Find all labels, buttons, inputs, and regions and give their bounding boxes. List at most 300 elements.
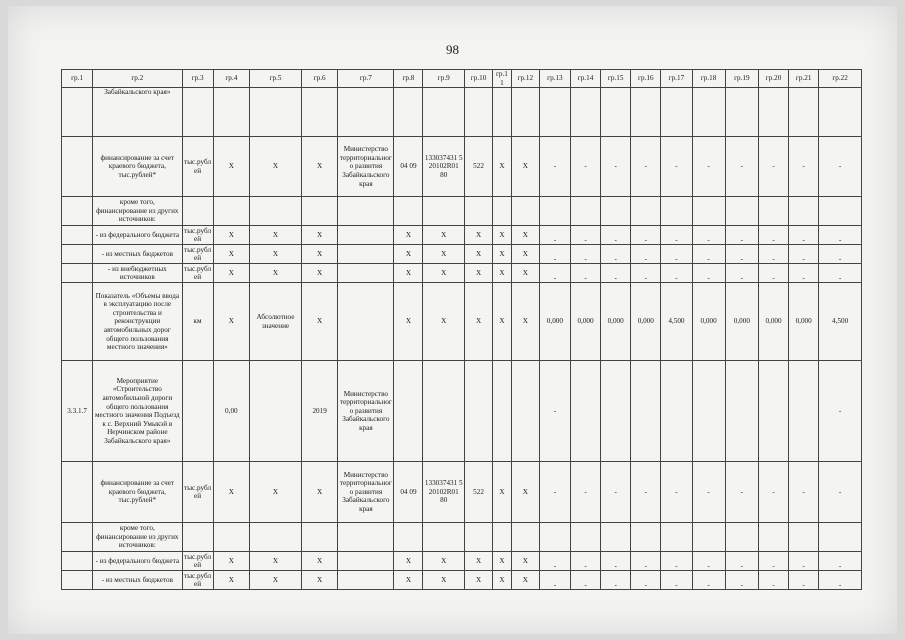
table-cell-gr15	[601, 197, 631, 226]
col-header: гр.12	[511, 70, 539, 88]
table-cell-gr10: Х	[465, 552, 493, 571]
table-cell-gr13	[539, 523, 570, 552]
table-row	[62, 88, 862, 137]
table-cell-gr1	[62, 137, 93, 197]
table-cell-gr15	[601, 88, 631, 137]
table-cell-gr5: Х	[250, 571, 302, 590]
table-cell-gr3: тыс.рублей	[182, 571, 213, 590]
table-cell-gr18: -	[692, 462, 725, 523]
table-cell-gr21: 0,000	[789, 283, 819, 361]
table-cell-gr3: тыс.рублей	[182, 137, 213, 197]
col-header: гр.4	[213, 70, 249, 88]
table-cell-gr9	[423, 88, 465, 137]
table-cell-gr20	[758, 197, 788, 226]
table-row	[62, 245, 862, 264]
table-row	[62, 264, 862, 283]
table-cell-gr22: -	[819, 226, 862, 245]
table-cell-gr7: Министерство территориального развития Забайкальского края	[338, 361, 394, 462]
table-cell-gr18: -	[692, 137, 725, 197]
table-cell-gr6: Х	[301, 264, 337, 283]
table-cell-gr5	[250, 88, 302, 137]
col-header: гр.18	[692, 70, 725, 88]
table-cell-gr15	[601, 523, 631, 552]
table-cell-gr10	[465, 197, 493, 226]
col-header: гр.14	[570, 70, 600, 88]
table-cell-gr20: -	[758, 245, 788, 264]
table-cell-gr22	[819, 88, 862, 137]
col-header: гр.7	[338, 70, 394, 88]
table-cell-gr6: Х	[301, 571, 337, 590]
table-cell-gr3	[182, 197, 213, 226]
table-cell-gr2: - из федерального бюджета	[93, 226, 182, 245]
table-cell-gr7	[338, 523, 394, 552]
table-cell-gr12: Х	[511, 552, 539, 571]
table-cell-gr5	[250, 197, 302, 226]
table-cell-gr17	[661, 197, 692, 226]
budget-table	[61, 69, 862, 590]
table-cell-gr17: -	[661, 264, 692, 283]
table-cell-gr13: -	[539, 245, 570, 264]
table-cell-gr6: Х	[301, 245, 337, 264]
table-cell-gr19: -	[725, 462, 758, 523]
table-cell-gr20: -	[758, 226, 788, 245]
table-cell-gr1	[62, 283, 93, 361]
table-cell-gr12	[511, 197, 539, 226]
table-cell-gr3: тыс.рублей	[182, 552, 213, 571]
table-cell-gr6: Х	[301, 552, 337, 571]
table-cell-gr15	[601, 361, 631, 462]
col-header: гр.1	[62, 70, 93, 88]
table-cell-gr19	[725, 523, 758, 552]
table-cell-gr11	[493, 197, 512, 226]
table-cell-gr14: 0,000	[570, 283, 600, 361]
col-header: гр.13	[539, 70, 570, 88]
table-cell-gr21: -	[789, 462, 819, 523]
table-cell-gr1	[62, 552, 93, 571]
table-cell-gr4: Х	[213, 552, 249, 571]
table-cell-gr18	[692, 88, 725, 137]
table-cell-gr17: -	[661, 552, 692, 571]
table-cell-gr14	[570, 523, 600, 552]
table-cell-gr8	[394, 361, 423, 462]
table-cell-gr1	[62, 226, 93, 245]
table-cell-gr20: -	[758, 264, 788, 283]
table-cell-gr10: Х	[465, 245, 493, 264]
table-cell-gr8: Х	[394, 571, 423, 590]
table-cell-gr20: 0,000	[758, 283, 788, 361]
table-cell-gr16	[631, 361, 661, 462]
table-cell-gr14	[570, 361, 600, 462]
table-cell-gr7	[338, 245, 394, 264]
table-cell-gr15: -	[601, 462, 631, 523]
table-cell-gr10: Х	[465, 571, 493, 590]
col-header: гр.17	[661, 70, 692, 88]
table-cell-gr12	[511, 361, 539, 462]
table-cell-gr1	[62, 245, 93, 264]
table-cell-gr7	[338, 226, 394, 245]
table-cell-gr13	[539, 197, 570, 226]
table-cell-gr22: -	[819, 552, 862, 571]
table-cell-gr14: -	[570, 571, 600, 590]
table-cell-gr5: Х	[250, 462, 302, 523]
table-cell-gr11	[493, 88, 512, 137]
table-cell-gr19	[725, 361, 758, 462]
table-cell-gr2: Мероприятие «Строительство автомобильной дороги общего пользования местного значения Подъезд к с. Верхний Умыкэй в Нерчинском районе Забайкальского края»	[93, 361, 182, 462]
table-cell-gr4	[213, 88, 249, 137]
table-cell-gr5: Х	[250, 245, 302, 264]
table-cell-gr9: Х	[423, 226, 465, 245]
table-cell-gr7	[338, 571, 394, 590]
table-cell-gr18: 0,000	[692, 283, 725, 361]
table-cell-gr15: -	[601, 571, 631, 590]
table-cell-gr19: -	[725, 137, 758, 197]
table-cell-gr10: Х	[465, 283, 493, 361]
table-cell-gr17: -	[661, 462, 692, 523]
table-cell-gr15: -	[601, 552, 631, 571]
table-cell-gr10: Х	[465, 226, 493, 245]
table-cell-gr10: 522	[465, 137, 493, 197]
table-cell-gr14: -	[570, 137, 600, 197]
table-cell-gr12: Х	[511, 264, 539, 283]
table-cell-gr17	[661, 361, 692, 462]
table-cell-gr18: -	[692, 552, 725, 571]
table-cell-gr17	[661, 88, 692, 137]
table-cell-gr17: -	[661, 571, 692, 590]
table-cell-gr11: Х	[493, 552, 512, 571]
table-cell-gr8	[394, 197, 423, 226]
table-cell-gr3	[182, 88, 213, 137]
table-cell-gr9	[423, 523, 465, 552]
table-cell-gr13: -	[539, 361, 570, 462]
table-cell-gr9	[423, 197, 465, 226]
table-cell-gr20: -	[758, 552, 788, 571]
table-cell-gr19: -	[725, 571, 758, 590]
table-cell-gr21: -	[789, 245, 819, 264]
table-cell-gr21: -	[789, 552, 819, 571]
table-cell-gr17	[661, 523, 692, 552]
table-cell-gr18	[692, 197, 725, 226]
table-cell-gr2: финансирование за счет краевого бюджета, тыс.рублей*	[93, 462, 182, 523]
table-cell-gr3	[182, 361, 213, 462]
table-cell-gr5	[250, 523, 302, 552]
table-cell-gr9: Х	[423, 283, 465, 361]
table-cell-gr21	[789, 361, 819, 462]
table-row	[62, 197, 862, 226]
table-cell-gr8: Х	[394, 226, 423, 245]
table-cell-gr8: 04 09	[394, 137, 423, 197]
table-cell-gr5	[250, 361, 302, 462]
table-cell-gr16: -	[631, 137, 661, 197]
table-cell-gr10	[465, 523, 493, 552]
table-cell-gr7	[338, 552, 394, 571]
table-cell-gr19	[725, 197, 758, 226]
table-cell-gr12: Х	[511, 137, 539, 197]
table-cell-gr21	[789, 523, 819, 552]
table-cell-gr17: -	[661, 226, 692, 245]
table-cell-gr22: -	[819, 137, 862, 197]
table-cell-gr21: -	[789, 137, 819, 197]
table-cell-gr21: -	[789, 571, 819, 590]
table-cell-gr17: 4,500	[661, 283, 692, 361]
table-cell-gr2: - из местных бюджетов	[93, 571, 182, 590]
table-cell-gr22: -	[819, 361, 862, 462]
table-cell-gr4: 0,00	[213, 361, 249, 462]
table-cell-gr1	[62, 462, 93, 523]
table-cell-gr21	[789, 88, 819, 137]
table-cell-gr19: -	[725, 226, 758, 245]
table-cell-gr11: Х	[493, 226, 512, 245]
table-cell-gr17: -	[661, 137, 692, 197]
table-cell-gr13: -	[539, 264, 570, 283]
table-cell-gr3: тыс.рублей	[182, 226, 213, 245]
table-cell-gr8	[394, 88, 423, 137]
table-cell-gr8: 04 09	[394, 462, 423, 523]
table-cell-gr11: Х	[493, 571, 512, 590]
table-cell-gr18: -	[692, 245, 725, 264]
table-cell-gr19: -	[725, 245, 758, 264]
table-cell-gr4: Х	[213, 571, 249, 590]
table-cell-gr18: -	[692, 226, 725, 245]
table-cell-gr12: Х	[511, 226, 539, 245]
table-cell-gr4	[213, 197, 249, 226]
table-cell-gr21	[789, 197, 819, 226]
table-cell-gr9: 133037431 5 20102R01 80	[423, 137, 465, 197]
col-header: гр.8	[394, 70, 423, 88]
table-cell-gr10: 522	[465, 462, 493, 523]
table-cell-gr16: -	[631, 245, 661, 264]
table-cell-gr18: -	[692, 571, 725, 590]
table-cell-gr16: -	[631, 226, 661, 245]
table-cell-gr4: Х	[213, 462, 249, 523]
table-cell-gr12	[511, 88, 539, 137]
table-cell-gr4	[213, 523, 249, 552]
table-cell-gr14: -	[570, 226, 600, 245]
table-cell-gr11: Х	[493, 283, 512, 361]
col-header: гр.1 1	[493, 70, 512, 88]
col-header: гр.6	[301, 70, 337, 88]
table-cell-gr3	[182, 523, 213, 552]
table-cell-gr2: кроме того, финансирование из других источников:	[93, 523, 182, 552]
table-cell-gr12: Х	[511, 283, 539, 361]
table-cell-gr15: 0,000	[601, 283, 631, 361]
table-cell-gr16	[631, 88, 661, 137]
table-cell-gr20: -	[758, 462, 788, 523]
table-cell-gr7	[338, 264, 394, 283]
table-cell-gr8	[394, 523, 423, 552]
table-cell-gr10	[465, 88, 493, 137]
table-cell-gr18	[692, 523, 725, 552]
table-cell-gr6: Х	[301, 137, 337, 197]
col-header: гр.20	[758, 70, 788, 88]
table-row	[62, 361, 862, 462]
table-cell-gr6: Х	[301, 462, 337, 523]
table-cell-gr15: -	[601, 264, 631, 283]
col-header: гр.16	[631, 70, 661, 88]
table-cell-gr7: Министерство территориального развития Забайкальского края	[338, 462, 394, 523]
table-cell-gr2: - из внебюджетных источников	[93, 264, 182, 283]
table-cell-gr13: -	[539, 571, 570, 590]
table-cell-gr16: -	[631, 462, 661, 523]
col-header: гр.3	[182, 70, 213, 88]
table-cell-gr22: -	[819, 571, 862, 590]
table-cell-gr13: -	[539, 462, 570, 523]
table-cell-gr5: Абсолютное значение	[250, 283, 302, 361]
table-cell-gr20	[758, 361, 788, 462]
table-cell-gr9: Х	[423, 552, 465, 571]
table-cell-gr9	[423, 361, 465, 462]
table-cell-gr12: Х	[511, 462, 539, 523]
table-cell-gr4: Х	[213, 137, 249, 197]
table-cell-gr21: -	[789, 264, 819, 283]
table-cell-gr8: Х	[394, 283, 423, 361]
table-row	[62, 137, 862, 197]
table-cell-gr9: Х	[423, 571, 465, 590]
col-header: гр.15	[601, 70, 631, 88]
table-cell-gr11: Х	[493, 264, 512, 283]
table-cell-gr4: Х	[213, 245, 249, 264]
table-cell-gr16	[631, 197, 661, 226]
col-header: гр.9	[423, 70, 465, 88]
table-cell-gr14: -	[570, 264, 600, 283]
table-cell-gr14: -	[570, 245, 600, 264]
table-cell-gr19	[725, 88, 758, 137]
table-cell-gr20	[758, 88, 788, 137]
table-cell-gr14	[570, 197, 600, 226]
table-cell-gr3: тыс.рублей	[182, 462, 213, 523]
table-cell-gr14: -	[570, 462, 600, 523]
table-cell-gr7	[338, 283, 394, 361]
table-cell-gr15: -	[601, 226, 631, 245]
table-cell-gr22: -	[819, 245, 862, 264]
table-row	[62, 571, 862, 590]
table-cell-gr6	[301, 88, 337, 137]
table-cell-gr10	[465, 361, 493, 462]
table-cell-gr16: -	[631, 571, 661, 590]
table-cell-gr11	[493, 523, 512, 552]
table-cell-gr6: Х	[301, 226, 337, 245]
table-cell-gr16: -	[631, 552, 661, 571]
table-cell-gr15: -	[601, 137, 631, 197]
table-cell-gr13: -	[539, 552, 570, 571]
table-cell-gr7: Министерство территориального развития Забайкальского края	[338, 137, 394, 197]
table-cell-gr6	[301, 197, 337, 226]
table-cell-gr18	[692, 361, 725, 462]
table-cell-gr22	[819, 523, 862, 552]
table-cell-gr6	[301, 523, 337, 552]
table-cell-gr14	[570, 88, 600, 137]
table-cell-gr11: Х	[493, 245, 512, 264]
page-number: 98	[446, 42, 459, 57]
table-cell-gr11	[493, 361, 512, 462]
table-cell-gr8: Х	[394, 552, 423, 571]
table-cell-gr6: Х	[301, 283, 337, 361]
table-cell-gr7	[338, 88, 394, 137]
table-cell-gr3: км	[182, 283, 213, 361]
table-cell-gr2: кроме того, финансирование из других источников:	[93, 197, 182, 226]
table-cell-gr14: -	[570, 552, 600, 571]
table-cell-gr5: Х	[250, 226, 302, 245]
table-cell-gr5: Х	[250, 137, 302, 197]
table-cell-gr22: -	[819, 264, 862, 283]
table-cell-gr21: -	[789, 226, 819, 245]
table-row	[62, 552, 862, 571]
col-header: гр.21	[789, 70, 819, 88]
table-row	[62, 283, 862, 361]
table-cell-gr18: -	[692, 264, 725, 283]
table-cell-gr4: Х	[213, 226, 249, 245]
table-cell-gr1	[62, 523, 93, 552]
table-cell-gr2: Забайкальского края»	[93, 88, 182, 137]
table-cell-gr6: 2019	[301, 361, 337, 462]
table-cell-gr1	[62, 571, 93, 590]
table-cell-gr3: тыс.рублей	[182, 245, 213, 264]
table-cell-gr12: Х	[511, 571, 539, 590]
table-cell-gr1	[62, 264, 93, 283]
table-cell-gr11: Х	[493, 462, 512, 523]
col-header: гр.22	[819, 70, 862, 88]
table-cell-gr2: - из местных бюджетов	[93, 245, 182, 264]
table-cell-gr2: финансирование за счет краевого бюджета, тыс.рублей*	[93, 137, 182, 197]
table-cell-gr10: Х	[465, 264, 493, 283]
table-cell-gr13: -	[539, 137, 570, 197]
table-cell-gr1: 3.3.1.7	[62, 361, 93, 462]
table-cell-gr2: Показатель «Объемы ввода в эксплуатацию после строительства и реконструкции автомобильных дорог общего пользования местного значения»	[93, 283, 182, 361]
table-cell-gr22: 4,500	[819, 283, 862, 361]
table-cell-gr15: -	[601, 245, 631, 264]
table-cell-gr16	[631, 523, 661, 552]
table-cell-gr5: Х	[250, 264, 302, 283]
table-cell-gr19: 0,000	[725, 283, 758, 361]
table-cell-gr12: Х	[511, 245, 539, 264]
table-row	[62, 462, 862, 523]
col-header: гр.5	[250, 70, 302, 88]
table-cell-gr13: -	[539, 226, 570, 245]
table-cell-gr7	[338, 197, 394, 226]
table-cell-gr1	[62, 88, 93, 137]
table-cell-gr9: Х	[423, 264, 465, 283]
col-header: гр.2	[93, 70, 182, 88]
table-cell-gr13	[539, 88, 570, 137]
table-cell-gr19: -	[725, 552, 758, 571]
header-row	[62, 70, 862, 88]
table-cell-gr20: -	[758, 137, 788, 197]
col-header: гр.19	[725, 70, 758, 88]
table-cell-gr8: Х	[394, 245, 423, 264]
table-cell-gr13: 0,000	[539, 283, 570, 361]
table-cell-gr20: -	[758, 571, 788, 590]
table-cell-gr22	[819, 197, 862, 226]
table-cell-gr1	[62, 197, 93, 226]
table-cell-gr4: Х	[213, 264, 249, 283]
table-cell-gr3: тыс.рублей	[182, 264, 213, 283]
table-cell-gr22: -	[819, 462, 862, 523]
table-cell-gr8: Х	[394, 264, 423, 283]
table-cell-gr9: Х	[423, 245, 465, 264]
table-row	[62, 226, 862, 245]
table-cell-gr9: 133037431 5 20102R01 80	[423, 462, 465, 523]
table-cell-gr20	[758, 523, 788, 552]
table-cell-gr17: -	[661, 245, 692, 264]
table-row	[62, 523, 862, 552]
table-cell-gr12	[511, 523, 539, 552]
table-cell-gr5: Х	[250, 552, 302, 571]
table-cell-gr16: 0,000	[631, 283, 661, 361]
table-cell-gr4: Х	[213, 283, 249, 361]
table-cell-gr2: - из федерального бюджета	[93, 552, 182, 571]
table-cell-gr16: -	[631, 264, 661, 283]
col-header: гр.10	[465, 70, 493, 88]
table-cell-gr19: -	[725, 264, 758, 283]
